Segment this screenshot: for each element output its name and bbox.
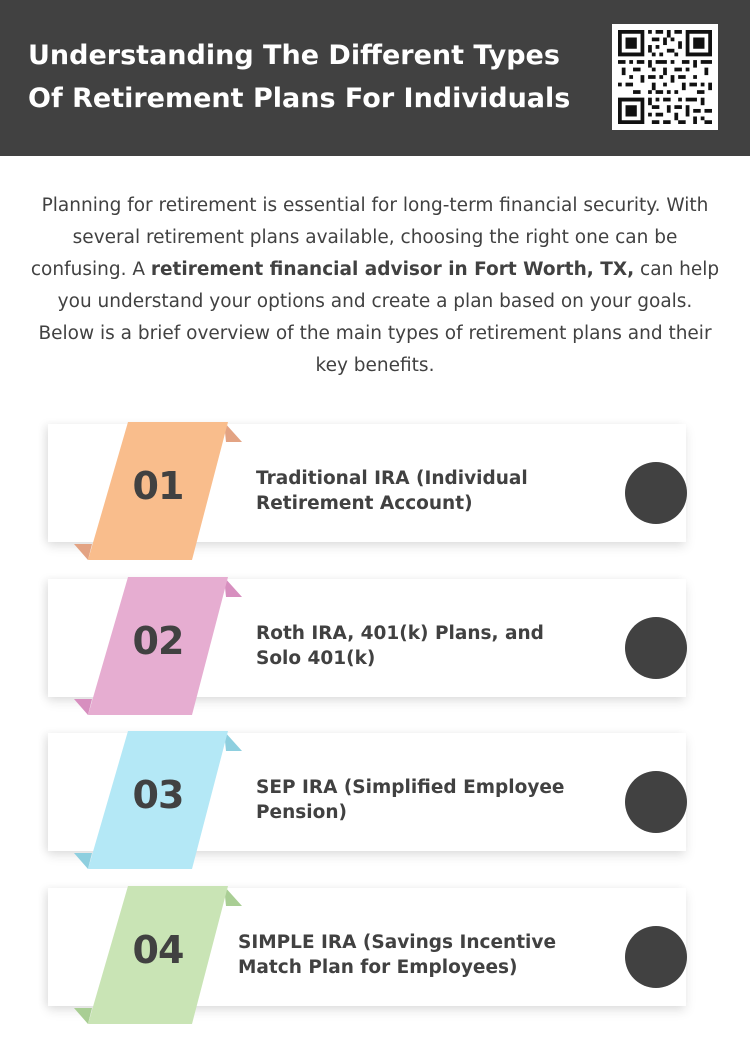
item-number: 01 — [132, 464, 184, 508]
bullet-circle-icon — [625, 926, 687, 988]
bullet-circle-icon — [625, 617, 687, 679]
qr-code-icon — [612, 24, 718, 130]
page-title — [28, 34, 598, 120]
plan-card-4 — [48, 888, 688, 1006]
item-title: SEP IRA (Simplified Employee Pension) — [256, 777, 565, 823]
item-title: Roth IRA, 401(k) Plans, and Solo 401(k) — [256, 623, 544, 669]
intro-text-start: Planning for retirement is essential for long-term financial security. With several retirement plans available, choosing the right one can be confusing. A — [30, 195, 709, 280]
plan-card-3 — [48, 733, 688, 851]
header-banner — [0, 0, 750, 156]
item-title: Traditional IRA (Individual Retirement Account) — [256, 468, 528, 514]
item-title: SIMPLE IRA (Savings Incentive Match Plan for Employees) — [238, 932, 556, 978]
item-number: 03 — [132, 773, 184, 817]
item-number: 04 — [132, 928, 184, 972]
qr-code-graphic — [618, 30, 712, 124]
intro-paragraph — [30, 190, 720, 382]
title-line-2: Of Retirement Plans For Individuals — [28, 83, 571, 114]
title-line-1: Understanding The Different Types — [28, 40, 560, 71]
bullet-circle-icon — [625, 462, 687, 524]
plan-card-2 — [48, 579, 688, 697]
intro-text-end: can help you understand your options and create a plan based on your goals. Below is a brief overview of the main types of retirement plans and their key benefits. — [38, 259, 720, 376]
bullet-circle-icon — [625, 771, 687, 833]
intro-text-bold: retirement financial advisor in Fort Worth, TX, — [150, 259, 635, 280]
item-number: 02 — [132, 619, 184, 663]
plan-card-1 — [48, 424, 688, 542]
